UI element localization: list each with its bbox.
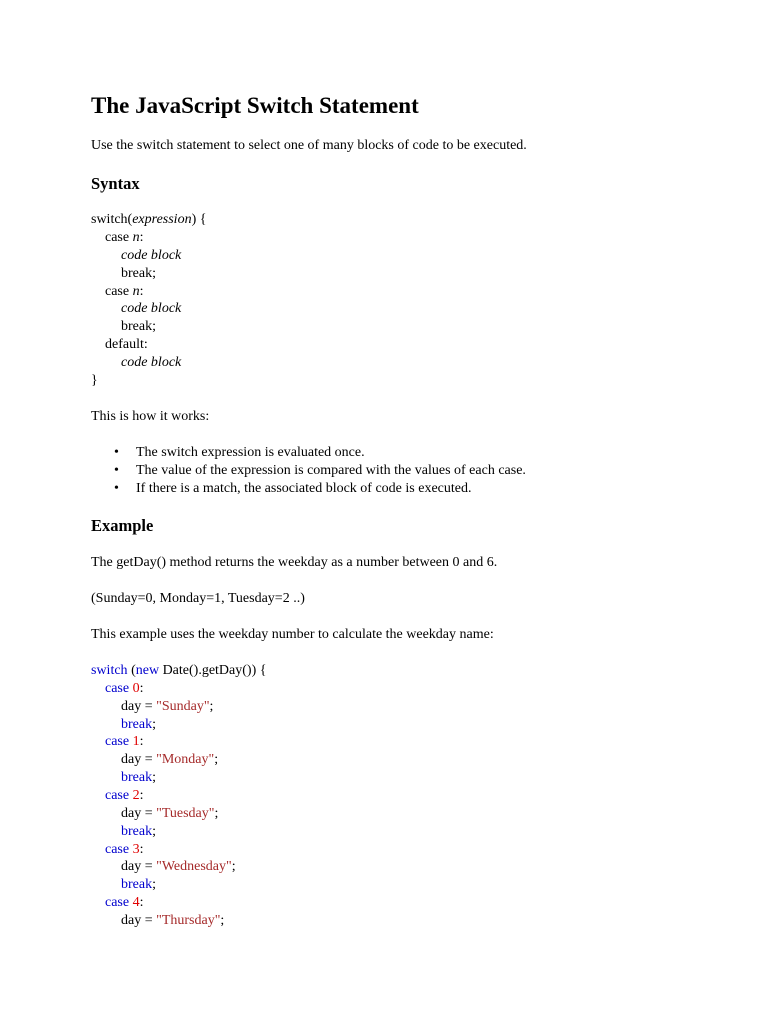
syntax-code-block-2 — [121, 300, 181, 318]
day-assign: day = — [121, 752, 157, 767]
code-day-assign-line — [121, 912, 224, 930]
syntax-case-1 — [105, 229, 143, 247]
keyword-new: new — [135, 663, 160, 678]
semicolon: ; — [152, 770, 156, 785]
syntax-break-1: break; — [121, 266, 156, 281]
code-date-call: Date().getDay()) { — [159, 663, 267, 678]
syntax-switch-text: switch( — [91, 212, 133, 227]
semicolon: ; — [220, 913, 225, 928]
example-paragraph-2: (Sunday=0, Monday=1, Tuesday=2 ..) — [91, 591, 305, 606]
keyword-case: case — [105, 842, 130, 857]
case-number: 3 — [132, 842, 140, 857]
syntax-code-block-text: code block — [121, 355, 182, 370]
syntax-case-var: n — [132, 284, 140, 299]
day-assign: day = — [121, 913, 157, 928]
semicolon: ; — [152, 824, 156, 839]
day-string: "Wednesday" — [156, 859, 232, 874]
keyword-break: break — [121, 717, 153, 732]
syntax-case-2 — [105, 283, 143, 301]
how-it-works-paragraph: This is how it works: — [91, 409, 210, 424]
day-string: "Sunday" — [156, 699, 210, 714]
semicolon: ; — [152, 717, 156, 732]
syntax-expression: expression — [132, 212, 192, 227]
day-assign: day = — [121, 859, 157, 874]
code-day-assign-line — [121, 858, 236, 876]
syntax-case-var: n — [132, 230, 140, 245]
code-day-assign-line — [121, 751, 218, 769]
code-break-line — [121, 823, 156, 841]
example-paragraph-1: The getDay() method returns the weekday as a number between 0 and 6. — [91, 555, 498, 570]
syntax-case-label: case — [105, 284, 133, 299]
day-string: "Thursday" — [156, 913, 221, 928]
syntax-code-block-text: code block — [121, 248, 182, 263]
case-number: 4 — [132, 895, 140, 910]
keyword-case: case — [105, 734, 130, 749]
code-case-line: case 0: — [105, 681, 144, 696]
syntax-code-block-text: code block — [121, 301, 182, 316]
syntax-code-block-1 — [121, 247, 181, 265]
syntax-heading: Syntax — [91, 174, 140, 193]
example-paragraph-3: This example uses the weekday number to calculate the weekday name: — [91, 627, 494, 642]
code-open-paren: ( — [127, 663, 136, 678]
syntax-open-brace: ) { — [191, 212, 207, 227]
list-item: • If there is a match, the associated block of code is executed. — [136, 480, 471, 498]
case-number: 1 — [132, 734, 140, 749]
keyword-case: case — [105, 788, 130, 803]
day-assign: day = — [121, 699, 157, 714]
day-string: "Monday" — [156, 752, 215, 767]
semicolon: ; — [209, 699, 214, 714]
case-number: 0 — [132, 681, 140, 696]
intro-paragraph: Use the switch statement to select one of many blocks of code to be executed. — [91, 138, 527, 153]
example-heading: Example — [91, 516, 154, 535]
semicolon: ; — [152, 877, 156, 892]
syntax-colon: : — [139, 284, 144, 299]
code-case-line: case 3: — [105, 842, 144, 857]
syntax-line-switch — [91, 211, 206, 229]
syntax-break-2: break; — [121, 319, 156, 334]
code-day-assign-line — [121, 698, 213, 716]
code-break-line — [121, 769, 156, 787]
keyword-break: break — [121, 877, 153, 892]
syntax-default: default: — [105, 337, 148, 352]
case-number: 2 — [132, 788, 140, 803]
keyword-switch: switch — [91, 663, 128, 678]
semicolon: ; — [214, 752, 219, 767]
code-break-line — [121, 716, 156, 734]
list-item: • The value of the expression is compared with the values of each case. — [136, 462, 526, 480]
code-case-line: case 4: — [105, 895, 144, 910]
semicolon: ; — [231, 859, 236, 874]
keyword-case: case — [105, 895, 130, 910]
syntax-code-block-3 — [121, 354, 181, 372]
list-item: • The switch expression is evaluated once. — [136, 444, 365, 462]
code-case-line: case 1: — [105, 734, 144, 749]
day-assign: day = — [121, 806, 157, 821]
day-string: "Tuesday" — [156, 806, 215, 821]
code-case-line: case 2: — [105, 788, 144, 803]
syntax-case-label: case — [105, 230, 133, 245]
code-line-switch — [91, 662, 266, 680]
semicolon: ; — [214, 806, 219, 821]
code-day-assign-line — [121, 805, 218, 823]
syntax-close-brace: } — [91, 373, 98, 388]
keyword-break: break — [121, 824, 153, 839]
code-break-line — [121, 876, 156, 894]
syntax-colon: : — [139, 230, 144, 245]
keyword-case: case — [105, 681, 130, 696]
page-title: The JavaScript Switch Statement — [91, 93, 419, 118]
keyword-break: break — [121, 770, 153, 785]
